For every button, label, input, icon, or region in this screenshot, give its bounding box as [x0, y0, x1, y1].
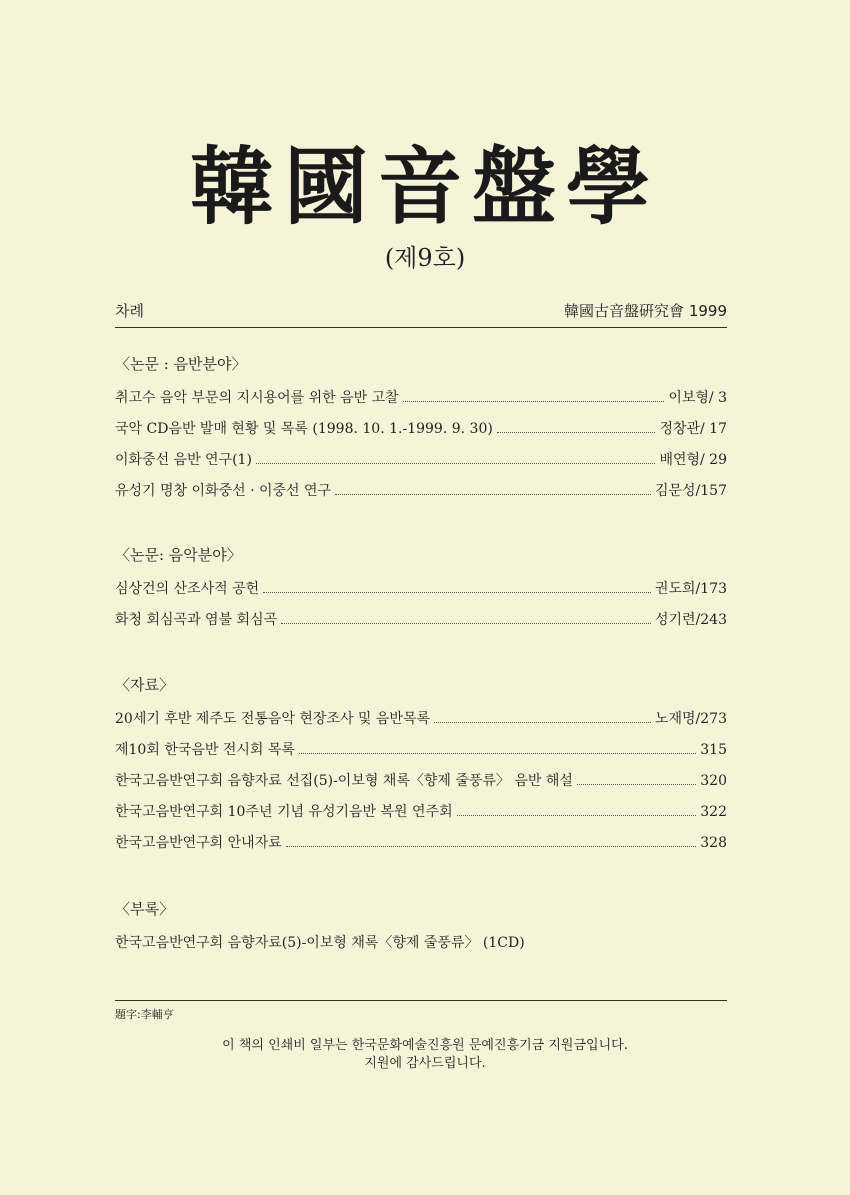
- leader-dots: [497, 432, 656, 433]
- section-title: 〈논문: 음악분야〉: [115, 546, 242, 564]
- toc-entry[interactable]: [115, 766, 727, 797]
- section-appendix: [115, 897, 727, 959]
- entry-title: 20세기 후반 제주도 전통음악 현장조사 및 음반목록: [115, 711, 430, 727]
- section-title: 〈자료〉: [115, 676, 174, 694]
- publisher-year: 韓國古音盤硏究會 1999: [564, 302, 727, 320]
- section-title: 〈부록〉: [115, 900, 174, 918]
- entry-author-page: 김문성/157: [654, 483, 727, 499]
- leader-dots: [335, 494, 651, 495]
- issue-number: (제9호): [384, 244, 466, 272]
- toc-entry[interactable]: [115, 928, 727, 959]
- leader-dots: [286, 846, 697, 847]
- funding-notice: [0, 1037, 850, 1073]
- toc-entry[interactable]: [115, 828, 727, 859]
- entry-title: 한국고음반연구회 안내자료: [115, 835, 282, 851]
- section-materials: [115, 673, 727, 859]
- entry-author-page: 정창관/ 17: [659, 421, 727, 437]
- entry-title: 유성기 명창 이화중선 · 이중선 연구: [115, 483, 332, 499]
- entry-author-page: 노재명/273: [654, 711, 727, 727]
- journal-title: 韓國音盤學: [189, 137, 660, 236]
- entry-author-page: 315: [700, 742, 727, 758]
- toc-entry[interactable]: [115, 735, 727, 766]
- leader-dots: [577, 784, 696, 785]
- toc-entry[interactable]: [115, 414, 727, 445]
- entry-title: 제10회 한국음반 전시회 목록: [115, 742, 295, 758]
- toc-entry[interactable]: [115, 383, 727, 414]
- entry-title: 심상건의 산조사적 공헌: [115, 581, 260, 597]
- entry-title: 취고수 음악 부문의 지시용어를 위한 음반 고찰: [115, 390, 399, 406]
- entry-title: 한국고음반연구회 10주년 기념 유성기음반 복원 연주회: [115, 804, 453, 820]
- entry-author-page: 328: [700, 835, 727, 851]
- entry-author-page: 성기련/243: [654, 612, 727, 628]
- leader-dots: [281, 623, 651, 624]
- footer-divider: [115, 1000, 727, 1001]
- leader-dots: [434, 722, 651, 723]
- toc-entry[interactable]: [115, 476, 727, 507]
- toc-entry[interactable]: [115, 445, 727, 476]
- section-title: 〈논문 : 음반분야〉: [115, 355, 247, 373]
- leader-dots: [457, 815, 697, 816]
- leader-dots: [299, 753, 696, 754]
- calligrapher-credit: 題字:李輔亨: [115, 1008, 174, 1021]
- entry-author-page: 322: [700, 804, 727, 820]
- leader-dots: [403, 401, 665, 402]
- toc-entry[interactable]: [115, 605, 727, 636]
- section-papers-records: [115, 352, 727, 507]
- entry-author-page: 배연형/ 29: [659, 452, 727, 468]
- funding-notice-line1: 이 책의 인쇄비 일부는 한국문화예술진흥원 문예진흥기금 지원금입니다.: [222, 1038, 628, 1053]
- entry-title: 국악 CD음반 발매 현황 및 목록 (1998. 10. 1.-1999. 9. 30): [115, 421, 493, 437]
- funding-notice-line2: 지원에 감사드립니다.: [364, 1056, 486, 1071]
- entry-author-page: 이보형/ 3: [668, 390, 727, 406]
- entry-title: 한국고음반연구회 음향자료(5)-이보형 채록〈향제 줄풍류〉 (1CD): [115, 935, 525, 951]
- entry-title: 이화중선 음반 연구(1): [115, 452, 252, 468]
- entry-author-page: 권도희/173: [654, 581, 727, 597]
- entry-title: 한국고음반연구회 음향자료 선집(5)-이보형 채록〈향제 줄풍류〉 음반 해설: [115, 773, 573, 789]
- toc-label: 차례: [115, 302, 144, 320]
- entry-title: 화청 회심곡과 염불 회심곡: [115, 612, 278, 628]
- entry-author-page: 320: [700, 773, 727, 789]
- toc-header: [115, 300, 727, 321]
- leader-dots: [263, 592, 651, 593]
- section-papers-music: [115, 543, 727, 636]
- header-divider: [115, 327, 727, 328]
- toc-entry[interactable]: [115, 704, 727, 735]
- leader-dots: [256, 463, 656, 464]
- toc-entry[interactable]: [115, 574, 727, 605]
- toc-entry[interactable]: [115, 797, 727, 828]
